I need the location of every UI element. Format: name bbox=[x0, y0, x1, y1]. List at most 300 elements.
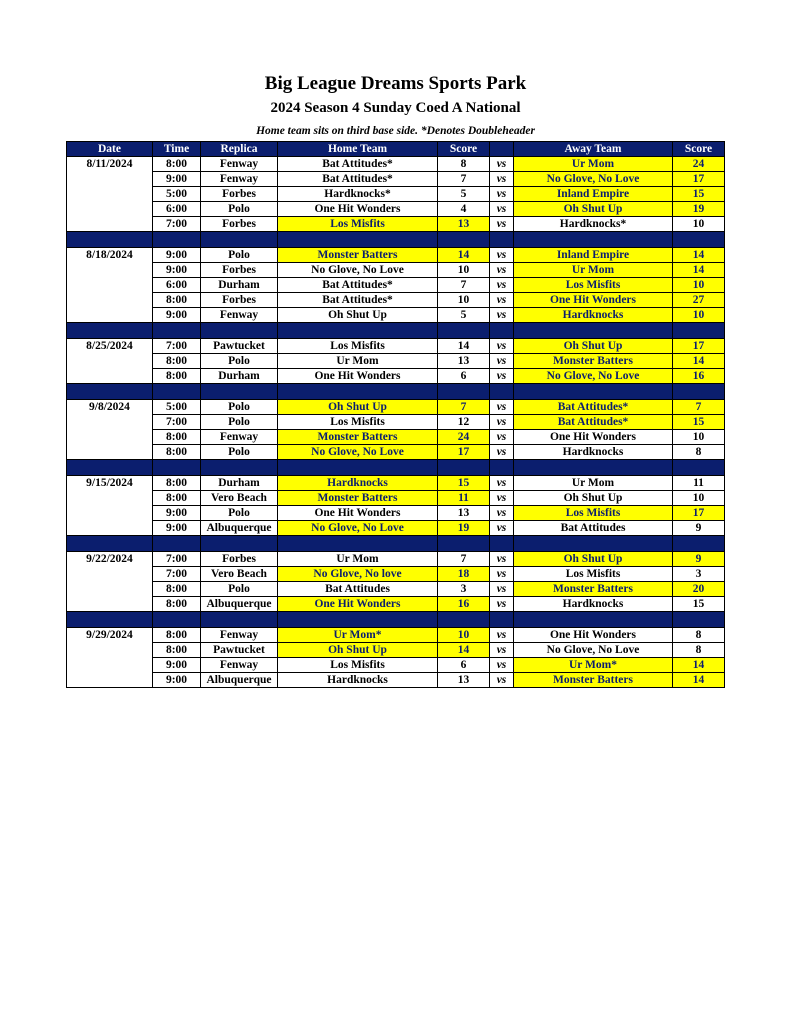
away-team-cell: Hardknocks bbox=[514, 308, 673, 323]
home-score-cell: 10 bbox=[438, 628, 490, 643]
date-cell bbox=[67, 415, 153, 430]
away-team-cell: Oh Shut Up bbox=[514, 552, 673, 567]
vs-cell: vs bbox=[490, 582, 514, 597]
doubleheader-note: Home team sits on third base side. *Denotes Doubleheader bbox=[256, 125, 535, 137]
game-row bbox=[67, 217, 725, 232]
game-row bbox=[67, 430, 725, 445]
home-score-cell: 13 bbox=[438, 217, 490, 232]
replica-cell: Vero Beach bbox=[201, 491, 278, 506]
time-cell: 6:00 bbox=[153, 278, 201, 293]
home-team-cell: No Glove, No Love bbox=[278, 521, 438, 536]
time-cell: 8:00 bbox=[153, 643, 201, 658]
replica-cell: Polo bbox=[201, 445, 278, 460]
away-score-cell: 17 bbox=[673, 339, 725, 354]
home-team-cell: No Glove, No Love bbox=[278, 263, 438, 278]
home-score-cell: 13 bbox=[438, 354, 490, 369]
date-cell bbox=[67, 597, 153, 612]
col-header-home-team: Home Team bbox=[278, 142, 438, 157]
replica-cell: Polo bbox=[201, 415, 278, 430]
home-team-cell: Ur Mom bbox=[278, 552, 438, 567]
home-score-cell: 14 bbox=[438, 339, 490, 354]
separator-cell bbox=[490, 323, 514, 339]
date-cell bbox=[67, 506, 153, 521]
home-score-cell: 5 bbox=[438, 187, 490, 202]
away-team-cell: Bat Attitudes bbox=[514, 521, 673, 536]
col-header-away-score: Score bbox=[673, 142, 725, 157]
game-row bbox=[67, 308, 725, 323]
away-score-cell: 17 bbox=[673, 506, 725, 521]
replica-cell: Polo bbox=[201, 400, 278, 415]
col-header-replica: Replica bbox=[201, 142, 278, 157]
home-score-cell: 8 bbox=[438, 157, 490, 172]
game-row bbox=[67, 658, 725, 673]
col-header-vs bbox=[490, 142, 514, 157]
schedule-table bbox=[66, 141, 725, 688]
separator-cell bbox=[278, 384, 438, 400]
vs-cell: vs bbox=[490, 248, 514, 263]
away-team-cell: No Glove, No Love bbox=[514, 643, 673, 658]
separator-cell bbox=[153, 232, 201, 248]
replica-cell: Albuquerque bbox=[201, 521, 278, 536]
vs-cell: vs bbox=[490, 445, 514, 460]
home-score-cell: 16 bbox=[438, 597, 490, 612]
separator-cell bbox=[67, 536, 153, 552]
date-cell: 9/8/2024 bbox=[67, 400, 153, 415]
away-score-cell: 15 bbox=[673, 415, 725, 430]
time-cell: 8:00 bbox=[153, 157, 201, 172]
separator-cell bbox=[153, 460, 201, 476]
away-score-cell: 16 bbox=[673, 369, 725, 384]
week-separator bbox=[67, 323, 725, 339]
time-cell: 5:00 bbox=[153, 187, 201, 202]
time-cell: 7:00 bbox=[153, 552, 201, 567]
time-cell: 8:00 bbox=[153, 597, 201, 612]
separator-cell bbox=[673, 232, 725, 248]
away-team-cell: No Glove, No Love bbox=[514, 172, 673, 187]
home-team-cell: Bat Attitudes bbox=[278, 582, 438, 597]
time-cell: 8:00 bbox=[153, 476, 201, 491]
game-row bbox=[67, 248, 725, 263]
date-cell bbox=[67, 202, 153, 217]
home-score-cell: 10 bbox=[438, 293, 490, 308]
time-cell: 8:00 bbox=[153, 628, 201, 643]
replica-cell: Albuquerque bbox=[201, 673, 278, 688]
home-team-cell: Los Misfits bbox=[278, 339, 438, 354]
home-score-cell: 15 bbox=[438, 476, 490, 491]
away-score-cell: 10 bbox=[673, 217, 725, 232]
game-row bbox=[67, 673, 725, 688]
time-cell: 9:00 bbox=[153, 521, 201, 536]
date-cell bbox=[67, 354, 153, 369]
date-cell: 9/15/2024 bbox=[67, 476, 153, 491]
game-row bbox=[67, 293, 725, 308]
home-team-cell: Monster Batters bbox=[278, 430, 438, 445]
game-row bbox=[67, 643, 725, 658]
separator-cell bbox=[153, 384, 201, 400]
away-score-cell: 8 bbox=[673, 643, 725, 658]
home-team-cell: Bat Attitudes* bbox=[278, 278, 438, 293]
vs-cell: vs bbox=[490, 263, 514, 278]
away-score-cell: 14 bbox=[673, 673, 725, 688]
date-cell bbox=[67, 217, 153, 232]
separator-cell bbox=[201, 384, 278, 400]
col-header-away-team: Away Team bbox=[514, 142, 673, 157]
replica-cell: Polo bbox=[201, 354, 278, 369]
home-team-cell: Oh Shut Up bbox=[278, 308, 438, 323]
replica-cell: Forbes bbox=[201, 187, 278, 202]
away-score-cell: 15 bbox=[673, 597, 725, 612]
away-score-cell: 10 bbox=[673, 491, 725, 506]
page-subtitle: 2024 Season 4 Sunday Coed A National bbox=[270, 100, 521, 116]
away-team-cell: Hardknocks bbox=[514, 445, 673, 460]
home-team-cell: Hardknocks bbox=[278, 673, 438, 688]
home-team-cell: Hardknocks* bbox=[278, 187, 438, 202]
date-cell bbox=[67, 369, 153, 384]
vs-cell: vs bbox=[490, 430, 514, 445]
vs-cell: vs bbox=[490, 278, 514, 293]
game-row bbox=[67, 491, 725, 506]
away-score-cell: 11 bbox=[673, 476, 725, 491]
date-cell bbox=[67, 491, 153, 506]
replica-cell: Pawtucket bbox=[201, 643, 278, 658]
replica-cell: Fenway bbox=[201, 308, 278, 323]
replica-cell: Forbes bbox=[201, 552, 278, 567]
vs-cell: vs bbox=[490, 491, 514, 506]
away-team-cell: Oh Shut Up bbox=[514, 491, 673, 506]
replica-cell: Pawtucket bbox=[201, 339, 278, 354]
replica-cell: Durham bbox=[201, 369, 278, 384]
time-cell: 8:00 bbox=[153, 369, 201, 384]
home-team-cell: Monster Batters bbox=[278, 248, 438, 263]
date-cell bbox=[67, 567, 153, 582]
away-score-cell: 7 bbox=[673, 400, 725, 415]
separator-cell bbox=[278, 232, 438, 248]
replica-cell: Forbes bbox=[201, 217, 278, 232]
date-cell bbox=[67, 643, 153, 658]
replica-cell: Albuquerque bbox=[201, 597, 278, 612]
home-score-cell: 7 bbox=[438, 172, 490, 187]
away-score-cell: 27 bbox=[673, 293, 725, 308]
away-score-cell: 10 bbox=[673, 430, 725, 445]
separator-cell bbox=[514, 612, 673, 628]
away-score-cell: 9 bbox=[673, 552, 725, 567]
home-team-cell: Ur Mom* bbox=[278, 628, 438, 643]
vs-cell: vs bbox=[490, 506, 514, 521]
time-cell: 9:00 bbox=[153, 263, 201, 278]
replica-cell: Fenway bbox=[201, 430, 278, 445]
away-score-cell: 14 bbox=[673, 354, 725, 369]
away-team-cell: Los Misfits bbox=[514, 567, 673, 582]
vs-cell: vs bbox=[490, 597, 514, 612]
separator-cell bbox=[201, 612, 278, 628]
game-row bbox=[67, 567, 725, 582]
time-cell: 8:00 bbox=[153, 582, 201, 597]
time-cell: 8:00 bbox=[153, 430, 201, 445]
home-score-cell: 11 bbox=[438, 491, 490, 506]
home-score-cell: 18 bbox=[438, 567, 490, 582]
replica-cell: Fenway bbox=[201, 658, 278, 673]
separator-cell bbox=[201, 232, 278, 248]
date-cell: 9/22/2024 bbox=[67, 552, 153, 567]
time-cell: 6:00 bbox=[153, 202, 201, 217]
replica-cell: Polo bbox=[201, 582, 278, 597]
separator-cell bbox=[673, 536, 725, 552]
game-row bbox=[67, 278, 725, 293]
home-team-cell: One Hit Wonders bbox=[278, 597, 438, 612]
home-score-cell: 6 bbox=[438, 369, 490, 384]
home-score-cell: 13 bbox=[438, 506, 490, 521]
home-team-cell: No Glove, No Love bbox=[278, 445, 438, 460]
time-cell: 9:00 bbox=[153, 658, 201, 673]
separator-cell bbox=[278, 460, 438, 476]
home-team-cell: One Hit Wonders bbox=[278, 369, 438, 384]
game-row bbox=[67, 369, 725, 384]
separator-cell bbox=[514, 232, 673, 248]
away-score-cell: 24 bbox=[673, 157, 725, 172]
col-header-date: Date bbox=[67, 142, 153, 157]
away-team-cell: Ur Mom bbox=[514, 476, 673, 491]
away-team-cell: Los Misfits bbox=[514, 506, 673, 521]
away-team-cell: No Glove, No Love bbox=[514, 369, 673, 384]
replica-cell: Durham bbox=[201, 278, 278, 293]
home-score-cell: 14 bbox=[438, 643, 490, 658]
separator-cell bbox=[514, 536, 673, 552]
vs-cell: vs bbox=[490, 217, 514, 232]
home-team-cell: One Hit Wonders bbox=[278, 202, 438, 217]
home-team-cell: Bat Attitudes* bbox=[278, 293, 438, 308]
away-score-cell: 19 bbox=[673, 202, 725, 217]
time-cell: 9:00 bbox=[153, 506, 201, 521]
date-cell bbox=[67, 430, 153, 445]
date-cell bbox=[67, 187, 153, 202]
game-row bbox=[67, 202, 725, 217]
separator-cell bbox=[67, 232, 153, 248]
time-cell: 7:00 bbox=[153, 217, 201, 232]
vs-cell: vs bbox=[490, 658, 514, 673]
away-team-cell: Inland Empire bbox=[514, 248, 673, 263]
vs-cell: vs bbox=[490, 339, 514, 354]
home-score-cell: 14 bbox=[438, 248, 490, 263]
date-cell bbox=[67, 172, 153, 187]
date-cell: 8/25/2024 bbox=[67, 339, 153, 354]
vs-cell: vs bbox=[490, 415, 514, 430]
vs-cell: vs bbox=[490, 187, 514, 202]
home-score-cell: 6 bbox=[438, 658, 490, 673]
time-cell: 9:00 bbox=[153, 673, 201, 688]
home-team-cell: Ur Mom bbox=[278, 354, 438, 369]
date-cell bbox=[67, 658, 153, 673]
game-row bbox=[67, 521, 725, 536]
separator-cell bbox=[673, 384, 725, 400]
away-score-cell: 14 bbox=[673, 263, 725, 278]
vs-cell: vs bbox=[490, 369, 514, 384]
separator-cell bbox=[490, 232, 514, 248]
home-team-cell: Oh Shut Up bbox=[278, 643, 438, 658]
time-cell: 7:00 bbox=[153, 415, 201, 430]
separator-cell bbox=[67, 323, 153, 339]
away-score-cell: 8 bbox=[673, 445, 725, 460]
date-cell: 8/18/2024 bbox=[67, 248, 153, 263]
separator-cell bbox=[153, 323, 201, 339]
away-score-cell: 9 bbox=[673, 521, 725, 536]
replica-cell: Polo bbox=[201, 248, 278, 263]
home-score-cell: 17 bbox=[438, 445, 490, 460]
replica-cell: Polo bbox=[201, 506, 278, 521]
time-cell: 7:00 bbox=[153, 339, 201, 354]
home-team-cell: Los Misfits bbox=[278, 217, 438, 232]
away-score-cell: 10 bbox=[673, 278, 725, 293]
game-row bbox=[67, 476, 725, 491]
separator-cell bbox=[673, 612, 725, 628]
separator-cell bbox=[673, 460, 725, 476]
date-cell bbox=[67, 278, 153, 293]
home-team-cell: Bat Attitudes* bbox=[278, 172, 438, 187]
time-cell: 8:00 bbox=[153, 354, 201, 369]
away-score-cell: 3 bbox=[673, 567, 725, 582]
home-team-cell: Bat Attitudes* bbox=[278, 157, 438, 172]
vs-cell: vs bbox=[490, 476, 514, 491]
separator-cell bbox=[278, 536, 438, 552]
home-team-cell: Hardknocks bbox=[278, 476, 438, 491]
game-row bbox=[67, 263, 725, 278]
away-score-cell: 17 bbox=[673, 172, 725, 187]
home-team-cell: No Glove, No love bbox=[278, 567, 438, 582]
separator-cell bbox=[201, 460, 278, 476]
separator-cell bbox=[490, 460, 514, 476]
away-score-cell: 14 bbox=[673, 658, 725, 673]
vs-cell: vs bbox=[490, 293, 514, 308]
game-row bbox=[67, 172, 725, 187]
away-team-cell: Hardknocks* bbox=[514, 217, 673, 232]
header-row bbox=[67, 142, 725, 157]
week-separator bbox=[67, 460, 725, 476]
vs-cell: vs bbox=[490, 643, 514, 658]
away-score-cell: 20 bbox=[673, 582, 725, 597]
schedule-body bbox=[67, 157, 725, 688]
date-cell bbox=[67, 673, 153, 688]
separator-cell bbox=[67, 612, 153, 628]
replica-cell: Fenway bbox=[201, 628, 278, 643]
vs-cell: vs bbox=[490, 157, 514, 172]
time-cell: 7:00 bbox=[153, 567, 201, 582]
separator-cell bbox=[438, 323, 490, 339]
vs-cell: vs bbox=[490, 628, 514, 643]
away-team-cell: Monster Batters bbox=[514, 673, 673, 688]
home-score-cell: 5 bbox=[438, 308, 490, 323]
col-header-time: Time bbox=[153, 142, 201, 157]
home-score-cell: 12 bbox=[438, 415, 490, 430]
time-cell: 8:00 bbox=[153, 491, 201, 506]
time-cell: 9:00 bbox=[153, 248, 201, 263]
away-team-cell: One Hit Wonders bbox=[514, 628, 673, 643]
date-cell: 9/29/2024 bbox=[67, 628, 153, 643]
separator-cell bbox=[438, 612, 490, 628]
away-team-cell: Ur Mom bbox=[514, 263, 673, 278]
col-header-home-score: Score bbox=[438, 142, 490, 157]
game-row bbox=[67, 445, 725, 460]
vs-cell: vs bbox=[490, 354, 514, 369]
separator-cell bbox=[153, 536, 201, 552]
home-score-cell: 7 bbox=[438, 552, 490, 567]
vs-cell: vs bbox=[490, 673, 514, 688]
home-score-cell: 3 bbox=[438, 582, 490, 597]
separator-cell bbox=[67, 460, 153, 476]
away-team-cell: Ur Mom bbox=[514, 157, 673, 172]
replica-cell: Fenway bbox=[201, 157, 278, 172]
separator-cell bbox=[490, 384, 514, 400]
date-cell bbox=[67, 445, 153, 460]
away-team-cell: Los Misfits bbox=[514, 278, 673, 293]
away-team-cell: Oh Shut Up bbox=[514, 202, 673, 217]
separator-cell bbox=[514, 384, 673, 400]
date-cell bbox=[67, 308, 153, 323]
separator-cell bbox=[490, 536, 514, 552]
date-cell bbox=[67, 582, 153, 597]
page-title: Big League Dreams Sports Park bbox=[264, 73, 527, 94]
separator-cell bbox=[438, 232, 490, 248]
game-row bbox=[67, 339, 725, 354]
away-team-cell: Bat Attitudes* bbox=[514, 400, 673, 415]
vs-cell: vs bbox=[490, 172, 514, 187]
separator-cell bbox=[201, 323, 278, 339]
game-row bbox=[67, 552, 725, 567]
game-row bbox=[67, 400, 725, 415]
separator-cell bbox=[514, 460, 673, 476]
home-team-cell: Oh Shut Up bbox=[278, 400, 438, 415]
week-separator bbox=[67, 536, 725, 552]
separator-cell bbox=[201, 536, 278, 552]
separator-cell bbox=[673, 323, 725, 339]
separator-cell bbox=[278, 612, 438, 628]
replica-cell: Vero Beach bbox=[201, 567, 278, 582]
time-cell: 8:00 bbox=[153, 445, 201, 460]
game-row bbox=[67, 582, 725, 597]
time-cell: 8:00 bbox=[153, 293, 201, 308]
vs-cell: vs bbox=[490, 521, 514, 536]
game-row bbox=[67, 597, 725, 612]
replica-cell: Forbes bbox=[201, 293, 278, 308]
away-team-cell: Oh Shut Up bbox=[514, 339, 673, 354]
away-team-cell: Ur Mom* bbox=[514, 658, 673, 673]
home-score-cell: 24 bbox=[438, 430, 490, 445]
week-separator bbox=[67, 232, 725, 248]
game-row bbox=[67, 628, 725, 643]
home-score-cell: 10 bbox=[438, 263, 490, 278]
time-cell: 9:00 bbox=[153, 308, 201, 323]
separator-cell bbox=[438, 460, 490, 476]
vs-cell: vs bbox=[490, 552, 514, 567]
home-score-cell: 13 bbox=[438, 673, 490, 688]
home-team-cell: Los Misfits bbox=[278, 415, 438, 430]
home-team-cell: Monster Batters bbox=[278, 491, 438, 506]
replica-cell: Durham bbox=[201, 476, 278, 491]
date-cell bbox=[67, 293, 153, 308]
date-cell bbox=[67, 263, 153, 278]
away-score-cell: 10 bbox=[673, 308, 725, 323]
home-score-cell: 7 bbox=[438, 278, 490, 293]
home-team-cell: Los Misfits bbox=[278, 658, 438, 673]
game-row bbox=[67, 157, 725, 172]
week-separator bbox=[67, 612, 725, 628]
home-score-cell: 19 bbox=[438, 521, 490, 536]
time-cell: 9:00 bbox=[153, 172, 201, 187]
away-team-cell: One Hit Wonders bbox=[514, 293, 673, 308]
game-row bbox=[67, 506, 725, 521]
home-score-cell: 4 bbox=[438, 202, 490, 217]
home-score-cell: 7 bbox=[438, 400, 490, 415]
vs-cell: vs bbox=[490, 308, 514, 323]
away-team-cell: One Hit Wonders bbox=[514, 430, 673, 445]
